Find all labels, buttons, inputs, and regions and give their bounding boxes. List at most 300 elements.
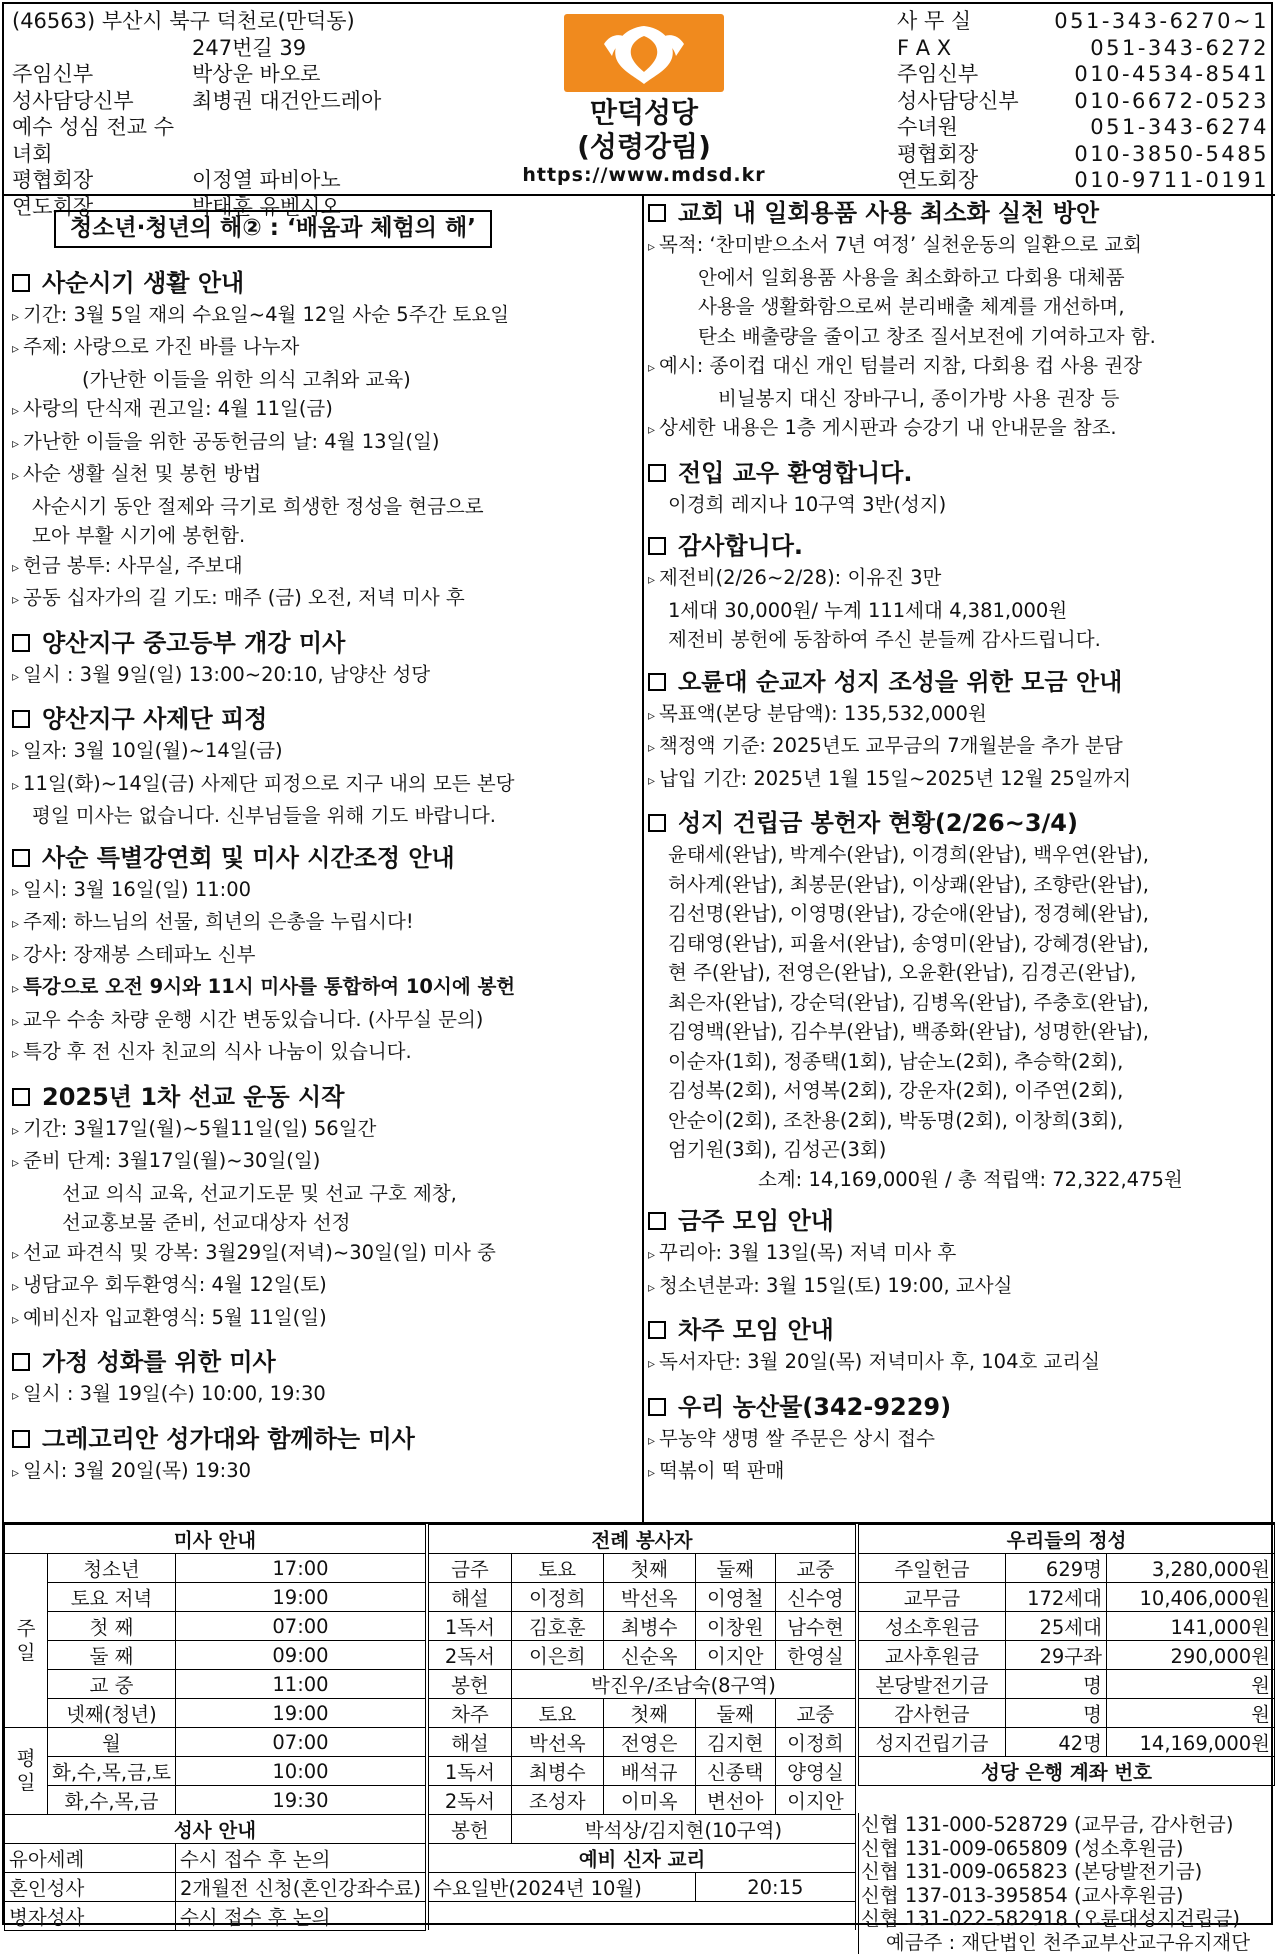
- contact-label: 수녀원: [897, 114, 958, 141]
- notice-line: ▹ 특강으로 오전 9시와 11시 미사를 통합하여 10시에 봉헌: [12, 972, 632, 1005]
- offering-table: [858, 1524, 1275, 1786]
- checkbox-icon: [12, 710, 30, 728]
- contact-row: [897, 8, 1269, 35]
- notice-line: ▹ 냉담교우 회두환영식: 4월 12일(토): [12, 1270, 632, 1303]
- notice-line: ▹ 가난한 이들을 위한 공동헌금의 날: 4월 13일(일): [12, 427, 632, 460]
- left-column: [12, 196, 632, 1488]
- header-left-info: [12, 8, 381, 220]
- table-cell: 141,000원: [1106, 1612, 1274, 1641]
- notice-line: 소계: 14,169,000원 / 총 적립액: 72,322,475원: [648, 1165, 1268, 1195]
- table-row: [429, 1670, 856, 1699]
- table-row: [5, 1612, 426, 1641]
- header-info-value: 최병권 대건안드레아: [192, 88, 381, 115]
- table-cell: 19:30: [175, 1786, 425, 1815]
- notice-line: 안순이(2회), 조찬용(2회), 박동명(2회), 이창희(3회),: [648, 1106, 1268, 1136]
- account-holder: 예금주 : 재단법인 천주교부산교구유지재단: [861, 1931, 1275, 1954]
- table-cell: 이미옥: [603, 1786, 695, 1815]
- section-heading: [648, 456, 1268, 490]
- table-cell: 미사 안내: [5, 1525, 426, 1554]
- contact-row: [897, 61, 1269, 88]
- table-cell: 2독서: [429, 1641, 512, 1670]
- table-row: [5, 1815, 426, 1844]
- header-info-key: 연도회장: [12, 194, 192, 221]
- table-cell: 11:00: [175, 1670, 425, 1699]
- table-row: [429, 1815, 856, 1844]
- notice-line: ▹ 독서자단: 3월 20일(목) 저녁미사 후, 104호 교리실: [648, 1347, 1268, 1380]
- table-cell: 넷째(청년): [47, 1699, 175, 1728]
- church-name: [504, 96, 784, 164]
- table-cell: 이지안: [695, 1641, 775, 1670]
- section-heading: [12, 626, 632, 660]
- table-row: [859, 1699, 1275, 1728]
- notice-line: ▹ 기간: 3월17일(월)~5월11일(일) 56일간: [12, 1114, 632, 1147]
- table-cell: 김지현: [695, 1728, 775, 1757]
- table-cell: 박선옥: [511, 1728, 603, 1757]
- table-row: [429, 1583, 856, 1612]
- contact-row: [897, 114, 1269, 141]
- contact-label: 주임신부: [897, 61, 978, 88]
- table-cell: 봉헌: [429, 1670, 512, 1699]
- notice-line: 제전비 봉헌에 동참하여 주신 분들께 감사드립니다.: [648, 625, 1268, 655]
- table-cell: 명: [1005, 1670, 1106, 1699]
- table-cell: 혼인성사: [5, 1873, 176, 1902]
- notice-line: 김영백(완납), 김수부(완납), 백종화(완납), 성명한(완납),: [648, 1017, 1268, 1047]
- checkbox-icon: [648, 464, 666, 482]
- notice-line: 김태영(완납), 피율서(완납), 송영미(완납), 강혜경(완납),: [648, 929, 1268, 959]
- table-row: [429, 1641, 856, 1670]
- table-row: [5, 1902, 426, 1931]
- table-row: [429, 1699, 856, 1728]
- table-cell: 신종택: [695, 1757, 775, 1786]
- section-heading: [648, 1204, 1268, 1238]
- contact-label: 성사담당신부: [897, 88, 1019, 115]
- notice-line: 윤태세(완납), 박계수(완납), 이경희(완납), 백우연(완납),: [648, 840, 1268, 870]
- table-row: [429, 1873, 856, 1902]
- table-cell: 교무금: [859, 1583, 1006, 1612]
- contact-phone: 051-343-6274: [1090, 114, 1269, 141]
- notice-line: ▹ 무농약 생명 쌀 주문은 상시 접수: [648, 1424, 1268, 1457]
- notice-line: ▹ 일자: 3월 10일(월)~14일(금): [12, 736, 632, 769]
- checkbox-icon: [648, 814, 666, 832]
- table-row: [5, 1670, 426, 1699]
- table-cell: 성지건립기금: [859, 1728, 1006, 1757]
- table-cell: 해설: [429, 1728, 512, 1757]
- notice-line: ▹ 일시 : 3월 9일(일) 13:00~20:10, 남양산 성당: [12, 660, 632, 693]
- checkbox-icon: [648, 537, 666, 555]
- notice-line: ▹ 납입 기간: 2025년 1월 15일~2025년 12월 25일까지: [648, 764, 1268, 797]
- section-heading: [12, 841, 632, 875]
- section-heading: [648, 1313, 1268, 1347]
- table-cell: 이정희: [775, 1728, 855, 1757]
- section-heading: [12, 266, 632, 300]
- table-cell: 29구좌: [1005, 1641, 1106, 1670]
- notice-line: ▹ 주제: 사랑으로 가진 바를 나누자: [12, 332, 632, 365]
- table-cell: 최병수: [511, 1757, 603, 1786]
- checkbox-icon: [648, 1398, 666, 1416]
- header-info-key: 평협회장: [12, 167, 192, 194]
- table-row: [859, 1670, 1275, 1699]
- section-title: 양산지구 사제단 피정: [42, 702, 267, 736]
- notice-section: [12, 626, 632, 693]
- header-info-row: [12, 61, 381, 88]
- table-cell: 박진우/조남숙(8구역): [511, 1670, 855, 1699]
- bank-account-line: 신협 131-000-528729 (교무금, 감사헌금): [861, 1813, 1275, 1837]
- table-row: [5, 1699, 426, 1728]
- notice-line: 모아 부활 시기에 봉헌함.: [12, 521, 632, 551]
- contact-label: 연도회장: [897, 167, 978, 194]
- bottom-tables: [4, 1522, 1275, 1927]
- notice-section: [12, 1422, 632, 1489]
- notice-line: ▹ 목적: ‘찬미받으소서 7년 여정’ 실천운동의 일환으로 교회: [648, 230, 1268, 263]
- church-subtitle: (성령강림): [504, 130, 784, 164]
- table-cell: 남수현: [775, 1612, 855, 1641]
- table-row: [859, 1612, 1275, 1641]
- bank-account-line: 신협 137-013-395854 (교사후원금): [861, 1884, 1275, 1908]
- notice-line: 1세대 30,000원/ 누계 111세대 4,381,000원: [648, 596, 1268, 626]
- contact-phone: 051-343-6272: [1090, 35, 1269, 62]
- column-divider: [642, 196, 644, 1522]
- header-info-value: 247번길 39: [192, 35, 306, 62]
- table-cell: 19:00: [175, 1583, 425, 1612]
- table-row: [5, 1583, 426, 1612]
- section-title: 2025년 1차 선교 운동 시작: [42, 1080, 344, 1114]
- bank-account-line: 신협 131-009-065809 (성소후원금): [861, 1837, 1275, 1861]
- table-cell: 화,수,목,금,토: [47, 1757, 175, 1786]
- table-cell: 1독서: [429, 1757, 512, 1786]
- mass-schedule-table: [4, 1524, 426, 1931]
- notice-line: ▹ 일시: 3월 20일(목) 19:30: [12, 1456, 632, 1489]
- section-title: 가정 성화를 위한 미사: [42, 1345, 276, 1379]
- notice-line: ▹ 청소년분과: 3월 15일(토) 19:00, 교사실: [648, 1271, 1268, 1304]
- contact-row: [897, 88, 1269, 115]
- contact-label: F A X: [897, 35, 951, 62]
- table-row: [859, 1525, 1275, 1554]
- table-cell: 이창원: [695, 1612, 775, 1641]
- notice-section: [648, 806, 1268, 1194]
- notice-line: ▹ 사랑의 단식재 권고일: 4월 11일(금): [12, 394, 632, 427]
- notice-line: ▹ 예시: 종이컵 대신 개인 텀블러 지참, 다회용 컵 사용 권장: [648, 351, 1268, 384]
- section-title: 전입 교우 환영합니다.: [678, 456, 912, 490]
- notice-line: 이순자(1회), 정종택(1회), 남순노(2회), 추승학(2회),: [648, 1047, 1268, 1077]
- notice-line: 선교홍보물 준비, 선교대상자 선정: [12, 1208, 632, 1238]
- table-row: [859, 1583, 1275, 1612]
- church-logo: [564, 14, 724, 92]
- notice-line: 사용을 생활화함으로써 분리배출 체계를 개선하며,: [648, 292, 1268, 322]
- table-cell: 629명: [1005, 1554, 1106, 1583]
- contact-phone: 010-6672-0523: [1074, 88, 1269, 115]
- section-title: 오륜대 순교자 성지 조성을 위한 모금 안내: [678, 665, 1122, 699]
- notice-line: 선교 의식 교육, 선교기도문 및 선교 구호 제창,: [12, 1179, 632, 1209]
- table-row: [5, 1757, 426, 1786]
- notice-line: ▹ 기간: 3월 5일 재의 수요일~4월 12일 사순 5주간 토요일: [12, 300, 632, 333]
- checkbox-icon: [12, 274, 30, 292]
- notice-line: ▹ 공동 십자가의 길 기도: 매주 (금) 오전, 저녁 미사 후: [12, 583, 632, 616]
- table-row: [429, 1844, 856, 1873]
- checkbox-icon: [648, 204, 666, 222]
- table-row: [429, 1612, 856, 1641]
- table-row: [859, 1728, 1275, 1757]
- section-heading: [12, 1080, 632, 1114]
- table-cell: 변선아: [695, 1786, 775, 1815]
- table-cell: 예비 신자 교리: [429, 1844, 856, 1873]
- table-cell: 교사후원금: [859, 1641, 1006, 1670]
- notice-line: 평일 미사는 없습니다. 신부님들을 위해 기도 바랍니다.: [12, 801, 632, 831]
- header-info-key: 주임신부: [12, 61, 192, 88]
- notice-line: 엄기원(3회), 김성곤(3회): [648, 1135, 1268, 1165]
- table-cell: 최병수: [603, 1612, 695, 1641]
- table-cell: 둘 째: [47, 1641, 175, 1670]
- section-title: 교회 내 일회용품 사용 최소화 실천 방안: [678, 196, 1099, 230]
- table-row: [5, 1728, 426, 1757]
- table-cell: 토요: [511, 1554, 603, 1583]
- table-row: [5, 1844, 426, 1873]
- table-row: [859, 1757, 1275, 1786]
- table-cell: 양영실: [775, 1757, 855, 1786]
- contact-row: [897, 167, 1269, 194]
- header-info-row: [12, 8, 381, 35]
- notice-line: 탄소 배출량을 줄이고 창조 질서보전에 기여하고자 함.: [648, 322, 1268, 352]
- notice-line: ▹ 선교 파견식 및 강복: 3월29일(저녁)~30일(일) 미사 중: [12, 1238, 632, 1271]
- section-heading: [648, 806, 1268, 840]
- table-cell: 둘째: [695, 1699, 775, 1728]
- section-heading: [648, 196, 1268, 230]
- table-cell: 토요 저녁: [47, 1583, 175, 1612]
- section-title: 사순 특별강연회 및 미사 시간조정 안내: [42, 841, 455, 875]
- table-cell: 이영철: [695, 1583, 775, 1612]
- table-cell: 토요: [511, 1699, 603, 1728]
- section-title: 감사합니다.: [678, 529, 803, 563]
- section-heading: [648, 665, 1268, 699]
- notice-line: 최은자(완납), 강순덕(완납), 김병옥(완납), 주충호(완납),: [648, 988, 1268, 1018]
- notice-line: ▹ 헌금 봉투: 사무실, 주보대: [12, 551, 632, 584]
- notice-section: [648, 1204, 1268, 1303]
- notice-line: 안에서 일회용품 사용을 최소화하고 다회용 대체품: [648, 263, 1268, 293]
- notice-line: 현 주(완납), 전영은(완납), 오윤환(완납), 김경곤(완납),: [648, 958, 1268, 988]
- table-cell: 14,169,000원: [1106, 1728, 1274, 1757]
- table-cell: 원: [1106, 1699, 1274, 1728]
- header-info-key: 성사담당신부: [12, 88, 192, 115]
- header-info-key: [12, 35, 192, 62]
- notice-line: ▹ 교우 수송 차량 운행 시간 변동있습니다. (사무실 문의): [12, 1005, 632, 1038]
- table-cell: 해설: [429, 1583, 512, 1612]
- header-info-row: [12, 88, 381, 115]
- table-row: [5, 1873, 426, 1902]
- church-title: 만덕성당: [504, 96, 784, 130]
- notice-section: [648, 1313, 1268, 1380]
- checkbox-icon: [648, 1321, 666, 1339]
- contact-phone: 010-3850-5485: [1074, 141, 1269, 168]
- section-heading: [12, 1345, 632, 1379]
- table-cell: 3,280,000원: [1106, 1554, 1274, 1583]
- notice-line: ▹ 예비신자 입교환영식: 5월 11일(일): [12, 1303, 632, 1336]
- table-cell: 원: [1106, 1670, 1274, 1699]
- contact-phone: 051-343-6270~1: [1054, 8, 1269, 35]
- table-cell: 우리들의 정성: [859, 1525, 1275, 1554]
- table-row: [429, 1902, 856, 1931]
- section-title: 금주 모임 안내: [678, 1204, 834, 1238]
- table-cell: 290,000원: [1106, 1641, 1274, 1670]
- section-heading: [648, 1390, 1268, 1424]
- notice-line: 김성복(2회), 서영복(2회), 강운자(2회), 이주연(2회),: [648, 1076, 1268, 1106]
- header-contacts: [897, 8, 1269, 194]
- table-cell: 2개월전 신청(혼인강좌수료): [175, 1873, 425, 1902]
- table-cell: 월: [47, 1728, 175, 1757]
- table-cell: 1독서: [429, 1612, 512, 1641]
- notice-line: ▹ 사순 생활 실천 및 봉헌 방법: [12, 459, 632, 492]
- table-cell: 교 중: [47, 1670, 175, 1699]
- notice-line: ▹ 강사: 장재봉 스테파노 신부: [12, 940, 632, 973]
- notice-section: [648, 1390, 1268, 1489]
- table-cell: 42명: [1005, 1728, 1106, 1757]
- notice-line: 허사계(완납), 최봉문(완납), 이상쾌(완납), 조향란(완납),: [648, 870, 1268, 900]
- table-row: [859, 1641, 1275, 1670]
- contact-row: [897, 35, 1269, 62]
- table-row: [5, 1525, 426, 1554]
- contact-phone: 010-4534-8541: [1074, 61, 1269, 88]
- notice-line: ▹ 준비 단계: 3월17일(월)~30일(일): [12, 1146, 632, 1179]
- notice-line: ▹ 책정액 기준: 2025년도 교무금의 7개월분을 추가 분담: [648, 731, 1268, 764]
- table-cell: 봉헌: [429, 1815, 512, 1844]
- table-cell: 수시 접수 후 논의: [175, 1902, 425, 1931]
- table-row: [859, 1554, 1275, 1583]
- table-cell: 신순옥: [603, 1641, 695, 1670]
- header-info-row: [12, 114, 381, 167]
- notice-line: ▹ 일시 : 3월 19일(수) 10:00, 19:30: [12, 1379, 632, 1412]
- checkbox-icon: [12, 1353, 30, 1371]
- section-title: 성지 건립금 봉헌자 현황(2/26~3/4): [678, 806, 1078, 840]
- table-cell: 본당발전기금: [859, 1670, 1006, 1699]
- section-title: 양산지구 중고등부 개강 미사: [42, 626, 345, 660]
- dove-flame-icon: [564, 14, 724, 92]
- table-cell: 첫 째: [47, 1612, 175, 1641]
- right-column: [648, 196, 1268, 1489]
- checkbox-icon: [648, 673, 666, 691]
- notice-section: [648, 665, 1268, 797]
- table-row: [5, 1554, 426, 1583]
- notice-section: [12, 702, 632, 831]
- table-row: [5, 1641, 426, 1670]
- table-cell: 성사 안내: [5, 1815, 426, 1844]
- notice-line: 사순시기 동안 절제와 극기로 희생한 정성을 현금으로: [12, 492, 632, 522]
- table-cell: 유아세례: [5, 1844, 176, 1873]
- table-cell: 이지안: [775, 1786, 855, 1815]
- notice-line: ▹ 11일(화)~14일(금) 사제단 피정으로 지구 내의 모든 본당: [12, 769, 632, 802]
- header-info-value: 박상운 바오로: [192, 61, 320, 88]
- table-cell: 금주: [429, 1554, 512, 1583]
- notice-line: 김선명(완납), 이영명(완납), 강순애(완납), 정경혜(완납),: [648, 899, 1268, 929]
- notice-section: [648, 456, 1268, 520]
- table-cell: 20:15: [695, 1873, 855, 1902]
- year-theme-banner: 청소년·청년의 해② : ‘배움과 체험의 해’: [54, 210, 492, 248]
- table-row: [429, 1757, 856, 1786]
- table-cell: 수요일반(2024년 10월): [429, 1873, 696, 1902]
- table-cell: 수시 접수 후 논의: [175, 1844, 425, 1873]
- table-cell: 명: [1005, 1699, 1106, 1728]
- checkbox-icon: [12, 849, 30, 867]
- notice-line: ▹ 떡볶이 떡 판매: [648, 1456, 1268, 1489]
- liturgy-volunteers-table: [428, 1524, 856, 1930]
- section-heading: [12, 702, 632, 736]
- table-cell: 교중: [775, 1699, 855, 1728]
- table-cell: 25세대: [1005, 1612, 1106, 1641]
- table-cell: 박선옥: [603, 1583, 695, 1612]
- notice-section: [12, 841, 632, 1070]
- table-cell: 10:00: [175, 1757, 425, 1786]
- bank-account-line: 신협 131-009-065823 (본당발전기금): [861, 1860, 1275, 1884]
- notice-line: ▹ 특강 후 전 신자 친교의 식사 나눔이 있습니다.: [12, 1037, 632, 1070]
- table-cell: [429, 1902, 856, 1931]
- table-cell: 전영은: [603, 1728, 695, 1757]
- table-row: [429, 1554, 856, 1583]
- notice-line: ▹ 상세한 내용은 1층 게시판과 승강기 내 안내문을 참조.: [648, 413, 1268, 446]
- section-title: 우리 농산물(342-9229): [678, 1390, 951, 1424]
- table-cell: 배석규: [603, 1757, 695, 1786]
- notice-line: ▹ 목표액(본당 분담액): 135,532,000원: [648, 699, 1268, 732]
- notice-section: [12, 1345, 632, 1412]
- notice-line: ▹ 제전비(2/26~2/28): 이유진 3만: [648, 563, 1268, 596]
- table-cell: 김호훈: [511, 1612, 603, 1641]
- table-row: [5, 1786, 426, 1815]
- notice-section: [12, 266, 632, 616]
- bank-accounts: [858, 1813, 1275, 1954]
- header-info-value: 박태훈 유벤시오: [192, 194, 341, 221]
- table-cell: 2독서: [429, 1786, 512, 1815]
- table-cell: 17:00: [175, 1554, 425, 1583]
- table-cell: 둘째: [695, 1554, 775, 1583]
- header-info-key: (46563) 부산시 북구 덕천로(만덕동): [12, 8, 355, 35]
- table-cell: 박석상/김지현(10구역): [511, 1815, 855, 1844]
- checkbox-icon: [12, 1430, 30, 1448]
- notice-line: ▹ 주제: 하느님의 선물, 희년의 은총을 누립시다!: [12, 907, 632, 940]
- section-heading: [12, 1422, 632, 1456]
- table-cell: 차주: [429, 1699, 512, 1728]
- table-cell: 첫째: [603, 1554, 695, 1583]
- table-cell: 첫째: [603, 1699, 695, 1728]
- notice-line: ▹ 꾸리아: 3월 13일(목) 저녁 미사 후: [648, 1238, 1268, 1271]
- table-cell: 청소년: [47, 1554, 175, 1583]
- table-cell: 172세대: [1005, 1583, 1106, 1612]
- table-cell: 교중: [775, 1554, 855, 1583]
- table-cell: 감사헌금: [859, 1699, 1006, 1728]
- contact-phone: 010-9711-0191: [1074, 167, 1269, 194]
- table-cell: 한영실: [775, 1641, 855, 1670]
- table-cell: 조성자: [511, 1786, 603, 1815]
- bulletin-page: [2, 2, 1273, 1925]
- table-cell: 09:00: [175, 1641, 425, 1670]
- table-cell: 07:00: [175, 1728, 425, 1757]
- contact-row: [897, 141, 1269, 168]
- table-cell: 성소후원금: [859, 1612, 1006, 1641]
- contact-label: 사 무 실: [897, 8, 971, 35]
- table-row: [429, 1525, 856, 1554]
- notice-section: [648, 196, 1268, 446]
- church-url[interactable]: https://www.mdsd.kr: [494, 164, 794, 186]
- notice-section: [648, 529, 1268, 655]
- section-title: 차주 모임 안내: [678, 1313, 834, 1347]
- table-cell: 19:00: [175, 1699, 425, 1728]
- table-cell: 신수영: [775, 1583, 855, 1612]
- notice-line: (가난한 이들을 위한 의식 고취와 교육): [12, 365, 632, 395]
- table-cell: 화,수,목,금: [47, 1786, 175, 1815]
- table-row: [429, 1786, 856, 1815]
- table-row: [429, 1728, 856, 1757]
- header-info-row: [12, 167, 381, 194]
- table-cell: 이정희: [511, 1583, 603, 1612]
- notice-section: [12, 1080, 632, 1336]
- table-cell: 이은희: [511, 1641, 603, 1670]
- header-info-value: 이정열 파비아노: [192, 167, 341, 194]
- notice-line: 이경희 레지나 10구역 3반(성지): [648, 490, 1268, 520]
